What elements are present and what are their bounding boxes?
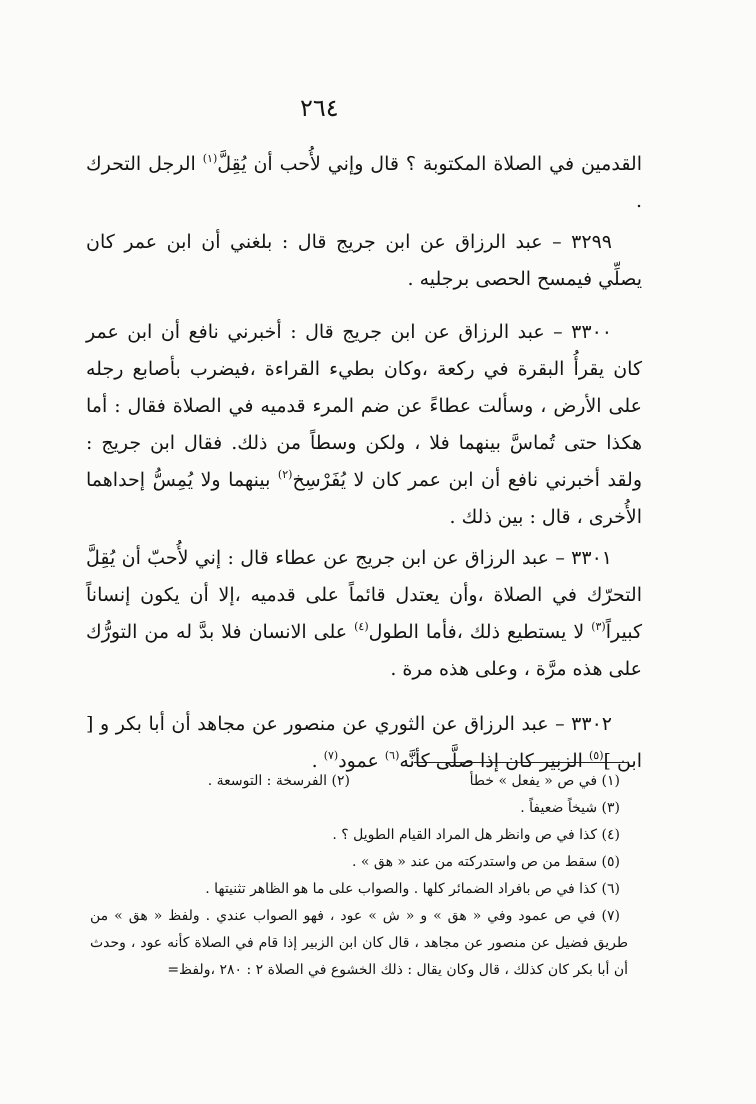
hadith-number: ٣٢٩٩ [571, 231, 612, 253]
paragraph-text: . [311, 750, 324, 772]
paragraph-text: الزبير كان إذا صلَّى كأنَّه [399, 750, 589, 772]
footnote-1 [360, 768, 628, 795]
paragraph-text: القدمين في الصلاة المكتوبة ؟ قال وإني لأُحب أن يُقِلَّ [217, 153, 642, 175]
page-number: ٢٦٤ [300, 94, 339, 122]
footnotes [90, 768, 628, 984]
footnote-text: كذا في ص بافراد الضمائر كلها . والصواب على ما هو الظاهر تثنيتها . [205, 881, 598, 897]
footnote-6 [90, 876, 628, 903]
footnote-marker: (٥) [601, 854, 620, 870]
footnote-ref-2: (٢) [277, 468, 293, 481]
footnote-ref-3: (٣) [591, 620, 606, 633]
footnote-row [90, 768, 628, 795]
footnote-7 [90, 903, 628, 984]
paragraph-text: عبد الرزاق عن ابن جريج قال : أخبرني نافع أن ابن عمر كان يقرأُ البقرة في ركعة ،وكان بطيء القراءة ،فيضرب بأصابع رجله على الأرض ، وسألت عطاءً عن ضم المرء قدميه في الصلاة فقال : أما هكذا حتى تُماسَّ بينهما فلا ، ولكن وسطاً من ذلك. فقال ابن جريج : ولقد أخبرني نافع أن ابن عمر كان لا يُفَرْسِخ [86, 321, 642, 491]
paragraph-text: عبد الرزاق عن ابن جريج عن عطاء قال : إني لأُحبّ أن يُقِلَّ التحرّك في الصلاة ،وأن يعتدل قائماً على قدميه ،إلا أن يكون إنساناً كبيراً [86, 547, 642, 643]
footnote-marker: (٦) [601, 881, 620, 897]
footnote-2 [90, 768, 358, 795]
footnote-text: كذا في ص وانظر هل المراد القيام الطويل ؟ . [332, 827, 598, 843]
footnote-ref-7: (٧) [323, 749, 339, 762]
footnote-marker: (٣) [601, 800, 620, 816]
hadith-3299 [86, 224, 642, 298]
hadith-dash: – [544, 321, 572, 343]
hadith-3301 [86, 540, 642, 688]
footnote-marker: (٢) [331, 773, 350, 789]
hadith-number: ٣٣٠٠ [571, 321, 612, 343]
paragraph-text: عمود [338, 750, 385, 772]
hadith-dash: – [549, 547, 572, 569]
hadith-dash: – [542, 231, 572, 253]
footnote-ref-1: (١) [202, 152, 218, 165]
footnote-ref-4: (٤) [354, 620, 369, 633]
paragraph-text: لا يستطيع ذلك ،فأما الطول [368, 621, 592, 643]
paragraph-text: الرجل التحرك . [86, 153, 642, 212]
main-text [86, 146, 642, 780]
footnote-marker: (٤) [601, 827, 620, 843]
paragraph-continuation [86, 146, 642, 220]
hadith-3300 [86, 314, 642, 536]
footnote-text: سقط من ص واستدركته من عند « هق » . [352, 854, 598, 870]
paragraph-text: على الانسان فلا بدَّ له من التورُّك على هذه مرَّة ، وعلى هذه مرة . [86, 621, 642, 680]
footnote-text: في ص « يفعل » خطأ [469, 773, 598, 789]
footnote-marker: (١) [601, 773, 620, 789]
footnote-divider [414, 762, 627, 763]
footnote-ref-6: (٦) [384, 749, 400, 762]
hadith-number: ٣٣٠٢ [571, 713, 612, 735]
footnote-marker: (٧) [601, 908, 620, 924]
footnote-ref-5: (٥) [589, 749, 604, 762]
hadith-number: ٣٣٠١ [571, 547, 612, 569]
footnote-text: في ص عمود وفي « هق » و « ش » عود ، فهو الصواب عندي . ولفظ « هق » من طريق فضيل عن منصور عن مجاهد ، قال كان ابن الزبير إذا قام في الصلاة كأنه عود ، وحدث أن أبا بكر كان كذلك ، قال وكان يقال : ذلك الخشوع في الصلاة ٢ : ٢٨٠ ،ولفظ= [90, 908, 628, 978]
footnote-text: الفرسخة : التوسعة . [207, 773, 328, 789]
footnote-5 [90, 849, 628, 876]
paragraph-text: عبد الرزاق عن الثوري عن منصور عن مجاهد أن أبا بكر و [ ابن ] [86, 713, 642, 772]
paragraph-text: عبد الرزاق عن ابن جريج قال : بلغني أن ابن عمر كان يصلِّي فيمسح الحصى برجليه . [86, 231, 642, 290]
hadith-dash: – [548, 713, 572, 735]
paragraph-text: بينهما ولا يُمِسُّ إحداهما الأُخرى ، قال : بين ذلك . [86, 469, 642, 528]
footnote-3 [90, 795, 628, 822]
footnote-text: شيخاً ضعيفاً . [520, 800, 598, 816]
footnote-4 [90, 822, 628, 849]
